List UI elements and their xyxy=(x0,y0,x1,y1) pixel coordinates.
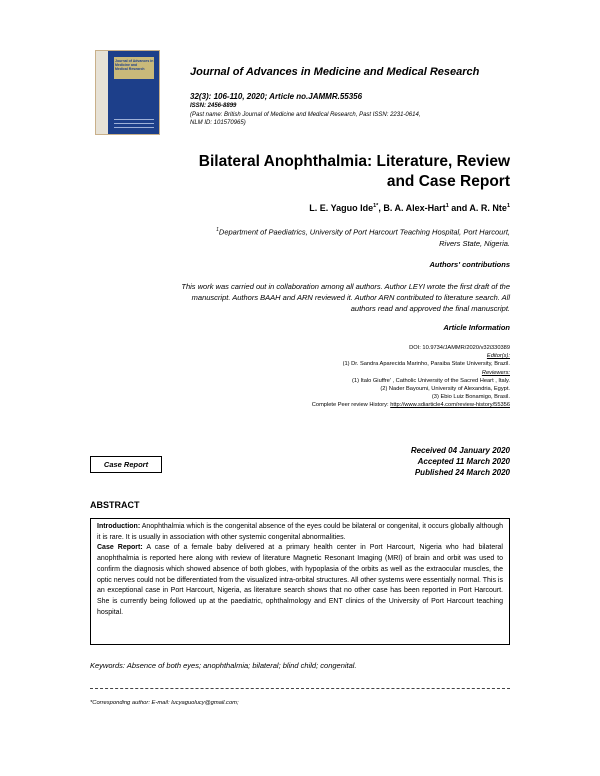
author-affil-sup: 1 xyxy=(445,203,449,209)
article-title xyxy=(90,152,510,192)
affiliation-sup: 1 xyxy=(216,227,219,233)
author-name: A. R. Nte xyxy=(469,203,507,213)
cover-line: Medicine and xyxy=(115,63,138,67)
cover-line: Journal of Advances in xyxy=(115,59,154,63)
journal-cover-image xyxy=(95,50,160,135)
keywords: Keywords: Absence of both eyes; anophthalmia; bilateral; blind child; congenital. xyxy=(90,661,357,670)
affiliation xyxy=(110,225,510,249)
introduction-text: Anophthalmia which is the congenital absence of the eyes could be bilateral or congenital, it occurs globally although it is rare. It is usually in association with other systemic congenital abnormalities. xyxy=(97,523,503,541)
author-name: L. E. Yaguo Ide xyxy=(309,203,374,213)
past-name xyxy=(190,111,520,127)
contributions-line: authors read and approved the final manuscript. xyxy=(350,304,510,313)
case-report-text: A case of a female baby delivered at a primary health center in Port Harcourt, Nigeria who had bilateral anophthalmia is reported here along with review of literature Magnetic Resonant Imaging (MRI) of brain and orbit was used to confirm the diagnosis which showed absence of both globes, with hypoplasia of the orbits as well as the extraocular muscles, the optic nerves could not be differentiated from the visualized intra-orbital structures. All other systems were essentially normal. This is an exceptional case in Port Harcourt, Nigeria, as literature search shows that no other case has been reported in Port Harcourt. She is currently being followed up at the paediatric, ophthalmology and ENT clinics of the University of Port Harcourt teaching hospital. xyxy=(97,544,503,616)
introduction-label: Introduction: xyxy=(97,523,141,530)
editors-label: Editor(s): xyxy=(486,353,510,360)
contributions-text xyxy=(90,281,510,314)
article-type-badge: Case Report xyxy=(90,456,162,473)
accepted-date: Accepted 11 March 2020 xyxy=(417,457,510,466)
abstract-case-report xyxy=(97,543,503,618)
doi: DOI: 10.9734/JAMMR/2020/v32i330389 xyxy=(409,345,510,351)
author-list xyxy=(309,203,510,213)
author-affil-sup: 1 xyxy=(506,203,510,209)
past-name-line: (Past name: British Journal of Medicine and Medical Research, Past ISSN: 2231-0614, xyxy=(190,112,421,118)
reviewer: (1) Italo Giuffre' , Catholic University of the Sacred Heart , Italy. xyxy=(352,377,510,384)
contributions-line: This work was carried out in collaboration among all authors. Author LEYI wrote the first draft of the xyxy=(181,282,510,291)
nlm-id: NLM ID: 101570965) xyxy=(190,120,246,126)
peer-review-link[interactable]: http://www.sdiarticle4.com/review-history/55356 xyxy=(390,402,510,409)
article-dates xyxy=(310,445,510,478)
reviewer: (3) Ebio Luiz Bonamigo, Brasil. xyxy=(431,394,510,401)
footnote-divider xyxy=(90,688,510,689)
citation: 32(3): 106-110, 2020; Article no.JAMMR.55356 xyxy=(190,92,363,101)
author-name: B. A. Alex-Hart xyxy=(383,203,446,213)
affiliation-line: Rivers State, Nigeria. xyxy=(439,238,510,248)
affiliation-line: Department of Paediatrics, University of Port Harcourt Teaching Hospital, Port Harcourt, xyxy=(218,227,510,237)
editor: (1) Dr. Sandra Aparecida Marinho, Paraiba State University, Brazil. xyxy=(342,361,510,368)
article-info xyxy=(90,344,510,410)
abstract-heading: ABSTRACT xyxy=(90,500,140,510)
title-line: Bilateral Anophthalmia: Literature, Review xyxy=(198,153,510,170)
cover-line: Medical Research xyxy=(115,67,145,71)
peer-review-label: Complete Peer review History: xyxy=(311,402,391,409)
author-separator: , xyxy=(378,203,384,213)
case-report-label: Case Report: xyxy=(97,544,143,552)
contributions-heading: Authors' contributions xyxy=(429,260,510,269)
article-info-heading: Article Information xyxy=(443,323,510,332)
title-line: and Case Report xyxy=(386,173,510,190)
reviewers-label: Reviewers: xyxy=(481,369,510,376)
author-affil-sup: 1* xyxy=(373,203,379,209)
published-date: Published 24 March 2020 xyxy=(414,468,510,477)
journal-name: Journal of Advances in Medicine and Medical Research xyxy=(190,66,480,78)
abstract-introduction xyxy=(97,522,503,543)
corresponding-author: *Corresponding author: E-mail: lucyaguolucy@gmail.com; xyxy=(90,700,239,706)
abstract-box xyxy=(90,518,510,645)
received-date: Received 04 January 2020 xyxy=(410,446,510,455)
reviewer: (2) Nader Bayoumi, University of Alexandria, Egypt. xyxy=(380,386,510,393)
issn: ISSN: 2456-8899 xyxy=(190,103,237,109)
author-separator: and xyxy=(448,203,470,213)
contributions-line: manuscript. Authors BAAH and ARN reviewed it. Author ARN contributed to literature search. All xyxy=(191,293,510,302)
